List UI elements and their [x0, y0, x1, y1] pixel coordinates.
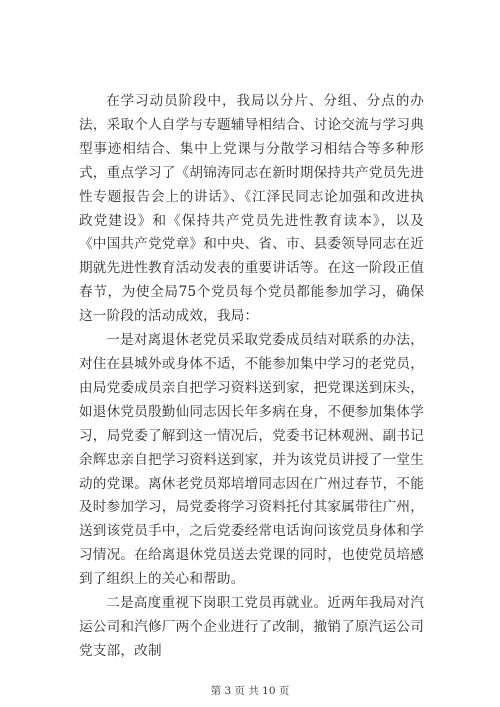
- document-body: [79, 90, 424, 664]
- paragraph-study-mobilization: 在学习动员阶段中，我局以分片、分组、分点的办法，采取个人自学与专题辅导相结合、讨论交流与学习典型事迹相结合、集中上党课与分散学习相结合等多种形式，重点学习了《胡锦涛同志在新时期保持共产党员先进性专题报告会上的讲话》、《江泽民同志论加强和改进执政党建设》和《保持共产党员先进性教育读本》，以及《中国共产党党章》和中央、省、市、县委领导同志在近期就先进性教育活动发表的重要讲话等。在这一阶段正值春节，为使全局75个党员每个党员都能参加学习，确保这一阶段的活动成效，我局：: [79, 93, 424, 325]
- paragraph-laid-off-workers: 二是高度重视下岗职工党员再就业。近两年我局对汽运公司和汽修厂两个企业进行了改制，撤销了原汽运公司党支部，改制: [79, 595, 424, 659]
- page-number-footer: 第 3 页 共 10 页: [210, 685, 290, 697]
- paragraph-retired-members: 一是对离退休老党员采取党委成员结对联系的办法，对住在县城外或身体不适，不能参加集中学习的老党员，由局党委成员亲自把学习资料送到家，把党课送到床头，如退休党员殷勤仙同志因长年多病在身，不便参加集体学习，局党委了解到这一情况后，党委书记林观洲、副书记余辉忠亲自把学习资料送到家，并为该党员讲授了一堂生动的党课。离休老党员郑培增同志因在广州过春节，不能及时参加学习，局党委将学习资料托付其家属带往广州，送到该党员手中，之后党委经常电话询问该党员身体和学习情况。在给离退休党员送去党课的同时，也使党员培感到了组织上的关心和帮助。: [79, 332, 424, 588]
